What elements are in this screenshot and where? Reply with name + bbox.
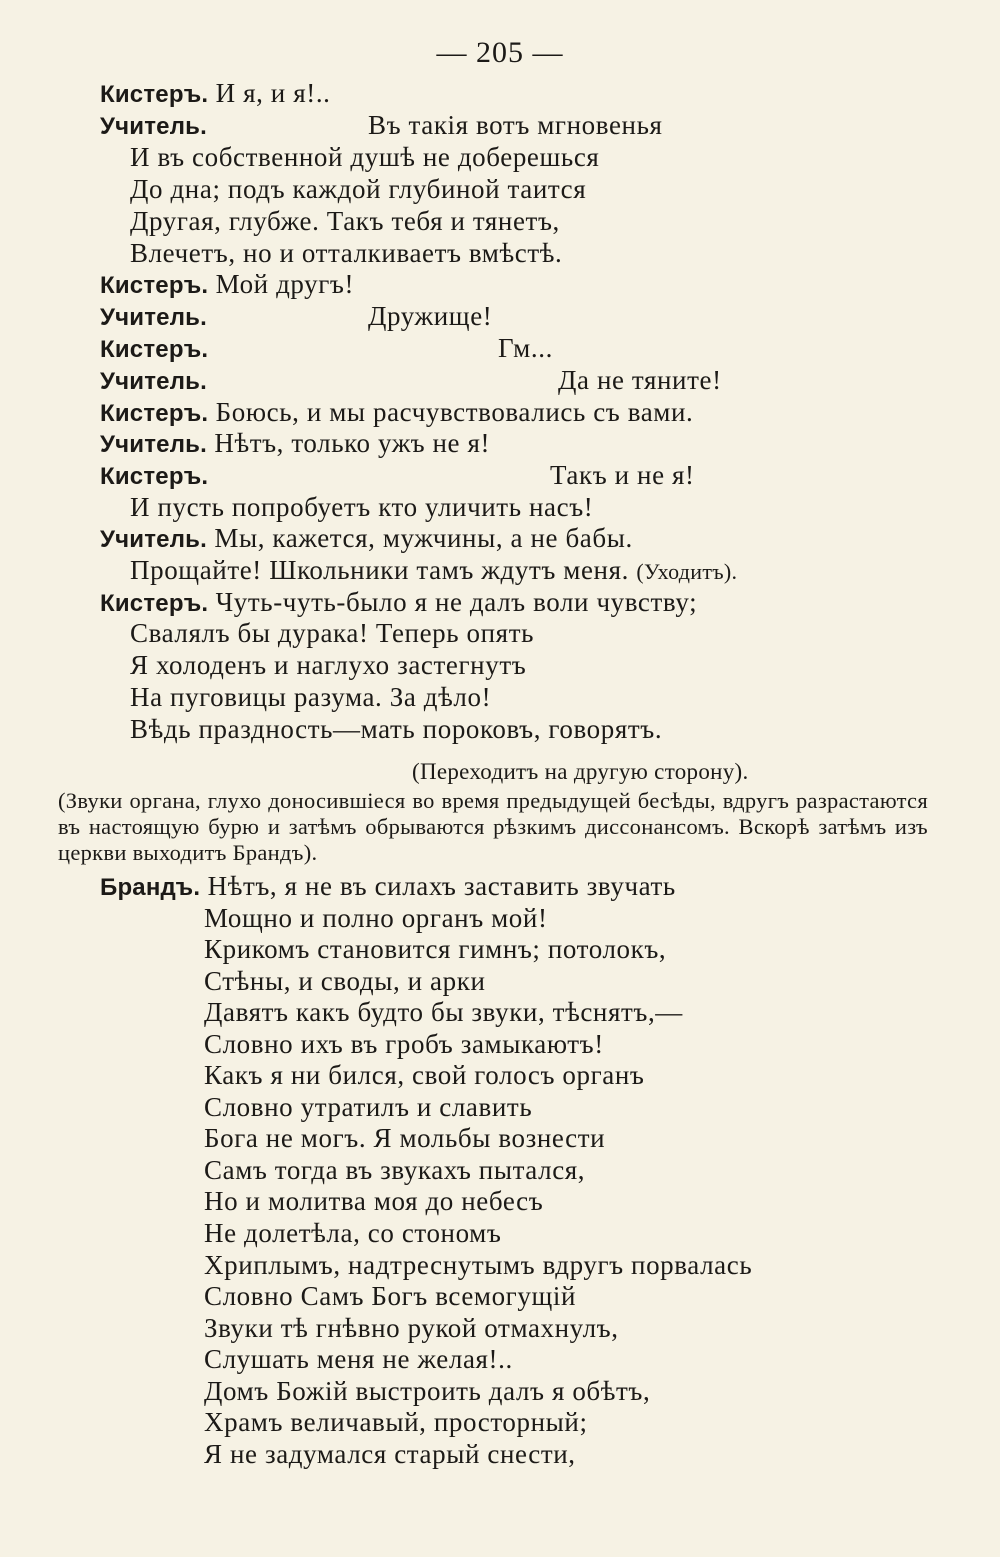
dialogue-line (100, 364, 920, 398)
verse-line: Другая, глубже. Такъ тебя и тянетъ, (130, 206, 560, 236)
speaker-label: Кистеръ. (100, 463, 209, 490)
speaker-label: Кистеръ. (100, 400, 209, 427)
line-text: Въ такія вотъ мгновенья (368, 110, 663, 140)
speaker-label: Учитель. (100, 113, 207, 140)
verse-line: Не долетѣла, со стономъ (204, 1218, 502, 1248)
verse-line: Мощно и полно органъ мой! (204, 903, 548, 933)
stage-direction-exit: (Уходитъ). (636, 559, 738, 584)
verse-line: Домъ Божій выстроить далъ я обѣтъ, (204, 1376, 651, 1406)
dialogue-line (100, 427, 490, 461)
page-number: — 205 — (436, 36, 564, 69)
speaker-label: Учитель. (100, 431, 207, 458)
line-text: Мы, кажется, мужчины, а не бабы. (214, 523, 633, 553)
dialogue-line (100, 300, 920, 334)
verse-line: Крикомъ становится гимнъ; потолокъ, (204, 934, 667, 964)
line-text: Нѣтъ, только ужъ не я! (214, 428, 491, 458)
verse-line: До дна; подъ каждой глубиной таится (130, 174, 587, 204)
verse-line: На пуговицы разума. За дѣло! (130, 682, 492, 712)
line-text: Прощайте! Школьники тамъ ждутъ меня. (130, 555, 629, 585)
dialogue-line (100, 109, 920, 143)
verse-line: Бога не могъ. Я мольбы вознести (204, 1123, 606, 1153)
verse-line: Влечетъ, но и отталкиваетъ вмѣстѣ. (130, 238, 563, 268)
verse-line: Храмъ величавый, просторный; (204, 1407, 588, 1437)
verse-line: Свалялъ бы дурака! Теперь опять (130, 618, 535, 648)
verse-line: Хриплымъ, надтреснутымъ вдругъ порвалась (204, 1250, 753, 1280)
line-text: И я, и я!.. (215, 78, 331, 108)
stage-note: (Звуки органа, глухо доносившіеся во время предыдущей бесѣды, вдругъ разрастаются въ настоящую бурю и затѣмъ обрываются рѣзкимъ диссонансомъ. Вскорѣ затѣмъ изъ церкви выходитъ Брандъ). (58, 788, 928, 865)
dialogue-line (100, 870, 676, 904)
verse-line: И пусть попробуетъ кто уличить насъ! (130, 492, 594, 522)
line-text: Мой другъ! (215, 269, 355, 299)
verse-line: Я не задумался старый снести, (204, 1439, 576, 1469)
line-text: Нѣтъ, я не въ силахъ заставить звучать (207, 871, 676, 901)
line-text: Такъ и не я! (550, 460, 695, 490)
speaker-label: Учитель. (100, 368, 207, 395)
speaker-label: Кистеръ. (100, 336, 209, 363)
verse-line: Я холоденъ и наглухо застегнутъ (130, 650, 527, 680)
dialogue-line (100, 396, 693, 430)
line-text: Дружище! (368, 301, 493, 331)
speaker-label: Кистеръ. (100, 590, 209, 617)
verse-line: Словно ихъ въ гробъ замыкаютъ! (204, 1029, 604, 1059)
verse-line: Стѣны, и своды, и арки (204, 966, 486, 996)
verse-line: Самъ тогда въ звукахъ пытался, (204, 1155, 586, 1185)
dialogue-line (100, 332, 920, 366)
verse-line: Вѣдь праздность—мать пороковъ, говорятъ. (130, 714, 663, 744)
dialogue-line (100, 459, 920, 493)
dialogue-line (100, 522, 633, 556)
verse-line: Словно утратилъ и славить (204, 1092, 533, 1122)
verse-line: Давятъ какъ будто бы звуки, тѣснятъ,— (204, 997, 683, 1027)
verse-line: Звуки тѣ гнѣвно рукой отмахнулъ, (204, 1313, 619, 1343)
speaker-label: Кистеръ. (100, 272, 209, 299)
line-text: Боюсь, и мы расчувствовались съ вами. (215, 397, 694, 427)
stage-direction-crosses: (Переходитъ на другую сторону). (412, 759, 749, 784)
dialogue-line (100, 77, 331, 111)
verse-line: Слушать меня не желая!.. (204, 1344, 513, 1374)
dialogue-line (100, 586, 697, 620)
verse-line: Какъ я ни бился, свой голосъ органъ (204, 1060, 645, 1090)
line-text: Гм... (498, 333, 553, 363)
verse-line: Но и молитва моя до небесъ (204, 1186, 544, 1216)
line-text: Да не тяните! (558, 365, 722, 395)
speaker-label: Учитель. (100, 526, 207, 553)
verse-line (130, 554, 737, 588)
line-text: Чуть-чуть-было я не далъ воли чувству; (215, 587, 698, 617)
speaker-label: Брандъ. (100, 874, 201, 901)
speaker-label: Кистеръ. (100, 81, 209, 108)
verse-line: Словно Самъ Богъ всемогущій (204, 1281, 576, 1311)
dialogue-line (100, 268, 354, 302)
speaker-label: Учитель. (100, 304, 207, 331)
verse-line: И въ собственной душѣ не доберешься (130, 142, 600, 172)
